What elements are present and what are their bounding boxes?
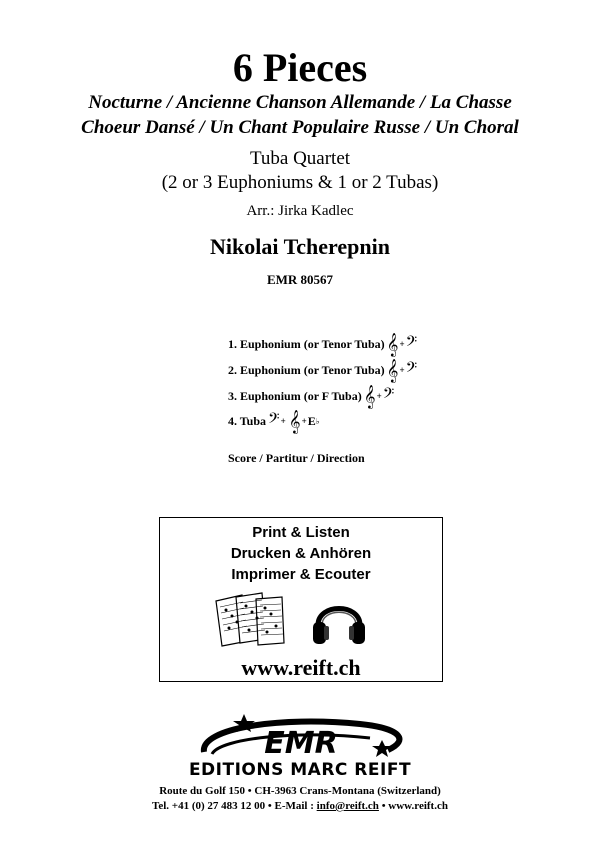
subtitle-line-2: Choeur Dansé / Un Chant Populaire Russe / Un Choral bbox=[81, 117, 519, 138]
email-link[interactable]: info@reift.ch bbox=[316, 800, 379, 812]
e-flat-label: E bbox=[307, 413, 316, 428]
ensemble: Tuba Quartet bbox=[249, 148, 351, 169]
part-4: 4. Tuba 𝄢 + 𝄞 + E ♭ bbox=[228, 409, 320, 433]
title: 6 Pieces bbox=[232, 45, 368, 90]
catalog-number: EMR 80567 bbox=[266, 272, 334, 287]
address: Route du Golf 150 • CH-3963 Crans-Montana (Switzerland) bbox=[159, 785, 441, 797]
headphones-icon bbox=[310, 591, 368, 649]
part-label: 1. Euphonium (or Tenor Tuba) bbox=[228, 336, 385, 351]
bass-clef-icon: 𝄢 bbox=[405, 359, 418, 380]
treble-clef-icon: 𝄞 bbox=[386, 332, 399, 356]
composer: Nikolai Tcherepnin bbox=[210, 234, 390, 259]
score-label: Score / Partitur / Direction bbox=[228, 451, 365, 465]
treble-clef-icon: 𝄞 bbox=[288, 409, 301, 433]
part-1: 1. Euphonium (or Tenor Tuba) 𝄞 + 𝄢 bbox=[228, 332, 418, 356]
publisher-name: EDITIONS MARC REIFT bbox=[188, 760, 412, 780]
arranger: Arr.: Jirka Kadlec bbox=[246, 203, 354, 219]
promo-line-1: Print & Listen bbox=[252, 524, 350, 541]
bass-clef-icon: 𝄢 bbox=[268, 410, 280, 431]
part-3: 3. Euphonium (or F Tuba) 𝄞 + 𝄢 bbox=[228, 384, 395, 408]
contact-phone: Tel. +41 (0) 27 483 12 00 • E-Mail : bbox=[152, 800, 317, 812]
print-listen-box bbox=[159, 517, 443, 682]
treble-clef-icon: 𝄞 bbox=[386, 358, 399, 382]
promo-line-2: Drucken & Anhören bbox=[230, 545, 372, 562]
instrumentation: (2 or 3 Euphoniums & 1 or 2 Tubas) bbox=[161, 172, 439, 193]
website-link[interactable]: www.reift.ch bbox=[241, 655, 361, 680]
part-label: 4. Tuba bbox=[228, 413, 267, 428]
flat-icon: ♭ bbox=[315, 417, 320, 426]
logo-text: EMR bbox=[264, 726, 338, 761]
promo-line-3: Imprimer & Ecouter bbox=[231, 566, 371, 583]
subtitle-line-1: Nocturne / Ancienne Chanson Allemande / La Chasse bbox=[88, 92, 512, 113]
sheet-music-icon bbox=[212, 591, 286, 647]
treble-clef-icon: 𝄞 bbox=[363, 384, 376, 408]
bass-clef-icon: 𝄢 bbox=[382, 385, 395, 406]
contact-line bbox=[0, 800, 600, 812]
part-label: 3. Euphonium (or F Tuba) bbox=[228, 388, 362, 403]
bass-clef-icon: 𝄢 bbox=[405, 333, 418, 354]
part-label: 2. Euphonium (or Tenor Tuba) bbox=[228, 362, 385, 377]
contact-website: • www.reift.ch bbox=[378, 800, 448, 812]
part-2: 2. Euphonium (or Tenor Tuba) 𝄞 + 𝄢 bbox=[228, 358, 418, 382]
